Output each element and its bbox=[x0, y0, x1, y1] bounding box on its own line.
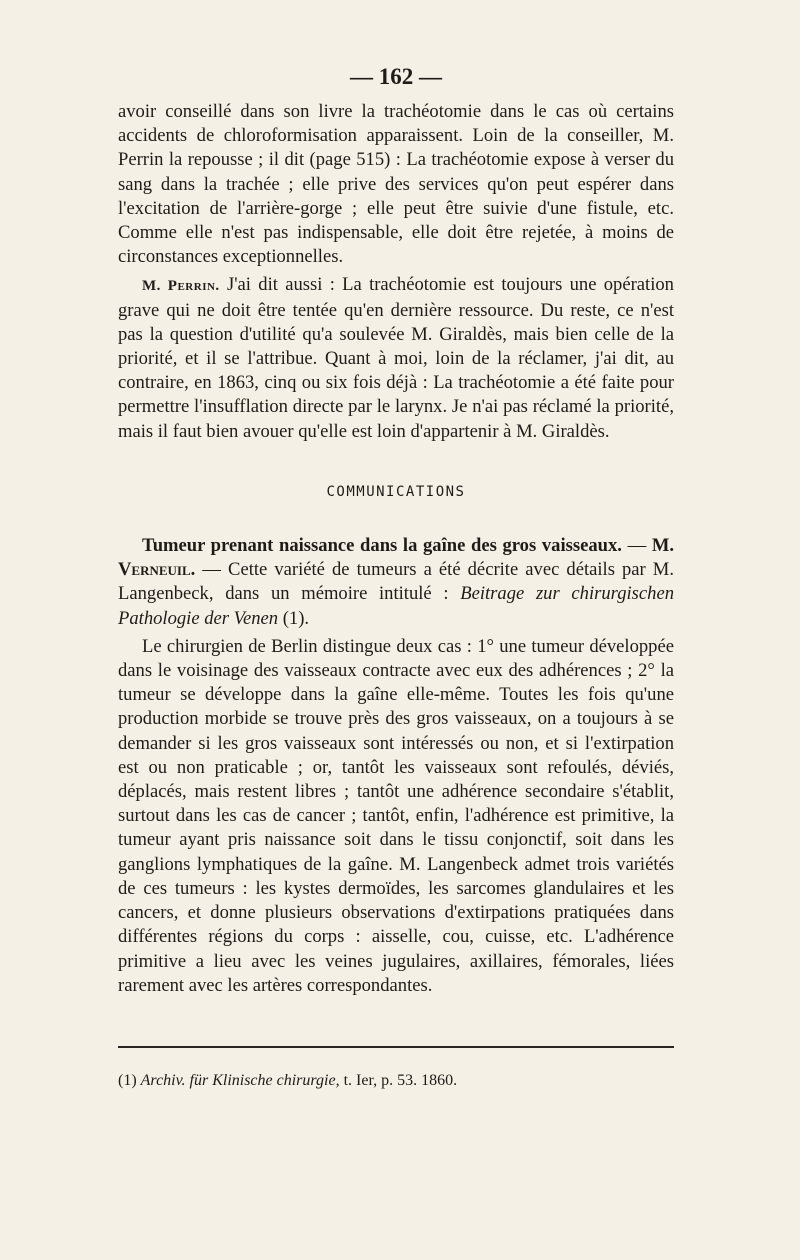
article-intro-text: — Cette variété de tumeurs a été décrite avec détails par M. Langenbeck, dans un mémoire intitulé : bbox=[118, 559, 674, 605]
speaker-name: M. Perrin. bbox=[142, 278, 220, 295]
article-body: Le chirurgien de Berlin distingue deux cas : 1° une tumeur développée dans le voisinage des vaisseaux contracte avec eux des adhérences ; 2° la tumeur se développe dans la gaîne elle-même. Toutes les fois qu'une production morbide se trouve près des gros vaisseaux, on a toujours à se demander si les gros vaisseaux sont intéressés ou non, et si l'extirpation est ou non praticable ; or, tantôt les vaisseaux sont refoulés, déviés, déplacés, mais restent libres ; tantôt une adhérence secondaire s'établit, surtout dans les cas de cancer ; tantôt, enfin, l'adhérence est primitive, la tumeur ayant pris naissance soit dans le tissu conjonctif, soit dans les ganglions lymphatiques de la gaîne. M. Langenbeck admet trois variétés de ces tumeurs : les kystes dermoïdes, les sarcomes glandulaires et les cancers, et donne plusieurs observations d'extirpations pratiquées dans différentes régions du corps : aisselle, cou, cuisse, etc. L'adhérence primitive a lieu avec les veines jugulaires, axillaires, fémorales, liées rarement avec les artères correspondantes. bbox=[118, 635, 674, 996]
footnote-journal: Archiv. für Klinische chirurgie, bbox=[140, 1072, 340, 1089]
cited-work-title: Beitrage zur chirurgischen Pathologie der Venen bbox=[118, 583, 674, 629]
page-body bbox=[118, 62, 674, 998]
paragraph-perrin-citation: avoir conseillé dans son livre la trachéotomie dans le cas où certains accidents de chloroformisation apparaissent. Loin de la conseiller, M. Perrin la repousse ; il dit (page 515) : La trachéotomie expose à verser du sang dans la trachée ; elle prive des services qu'on peut espérer dans l'excitation de l'arrière-gorge ; elle peut être suivie d'une fistule, etc. Comme elle n'est pas indispensable, elle doit être rejetée, à moins de circonstances exceptionnelles. bbox=[118, 101, 674, 268]
article-dash: — bbox=[621, 535, 652, 557]
footnote-divider bbox=[118, 1046, 674, 1048]
article-intro bbox=[118, 534, 674, 631]
paragraph-perrin-reply bbox=[118, 273, 674, 443]
footnote bbox=[118, 1070, 674, 1092]
page-number: — 162 — bbox=[350, 64, 442, 89]
speaker-text: J'ai dit aussi : La trachéotomie est toujours une opération grave qui ne doit être tentée qu'en dernière ressource. Du reste, ce n'est pas la question d'utilité qu'a soulevée M. Giraldès, mais bien celle de la priorité, et il se l'attribue. Quant à moi, loin de la réclamer, j'ai dit, au contraire, en 1863, cinq ou six fois déjà : La trachéotomie a été faite pour permettre l'insufflation directe par le larynx. Je n'ai pas réclamé la priorité, mais il faut bien avouer qu'elle est loin d'appartenir à M. Giraldès. bbox=[118, 274, 674, 442]
footnote-reference: (1). bbox=[278, 607, 310, 629]
article-title: Tumeur prenant naissance dans la gaîne des gros vaisseaux. bbox=[142, 535, 622, 557]
section-heading: COMMUNICATIONS bbox=[326, 483, 466, 500]
article-author: M. Verneuil. bbox=[118, 535, 675, 581]
footnote-marker: (1) bbox=[118, 1072, 137, 1089]
footnote-details: t. Ier, p. 53. 1860. bbox=[339, 1072, 458, 1089]
